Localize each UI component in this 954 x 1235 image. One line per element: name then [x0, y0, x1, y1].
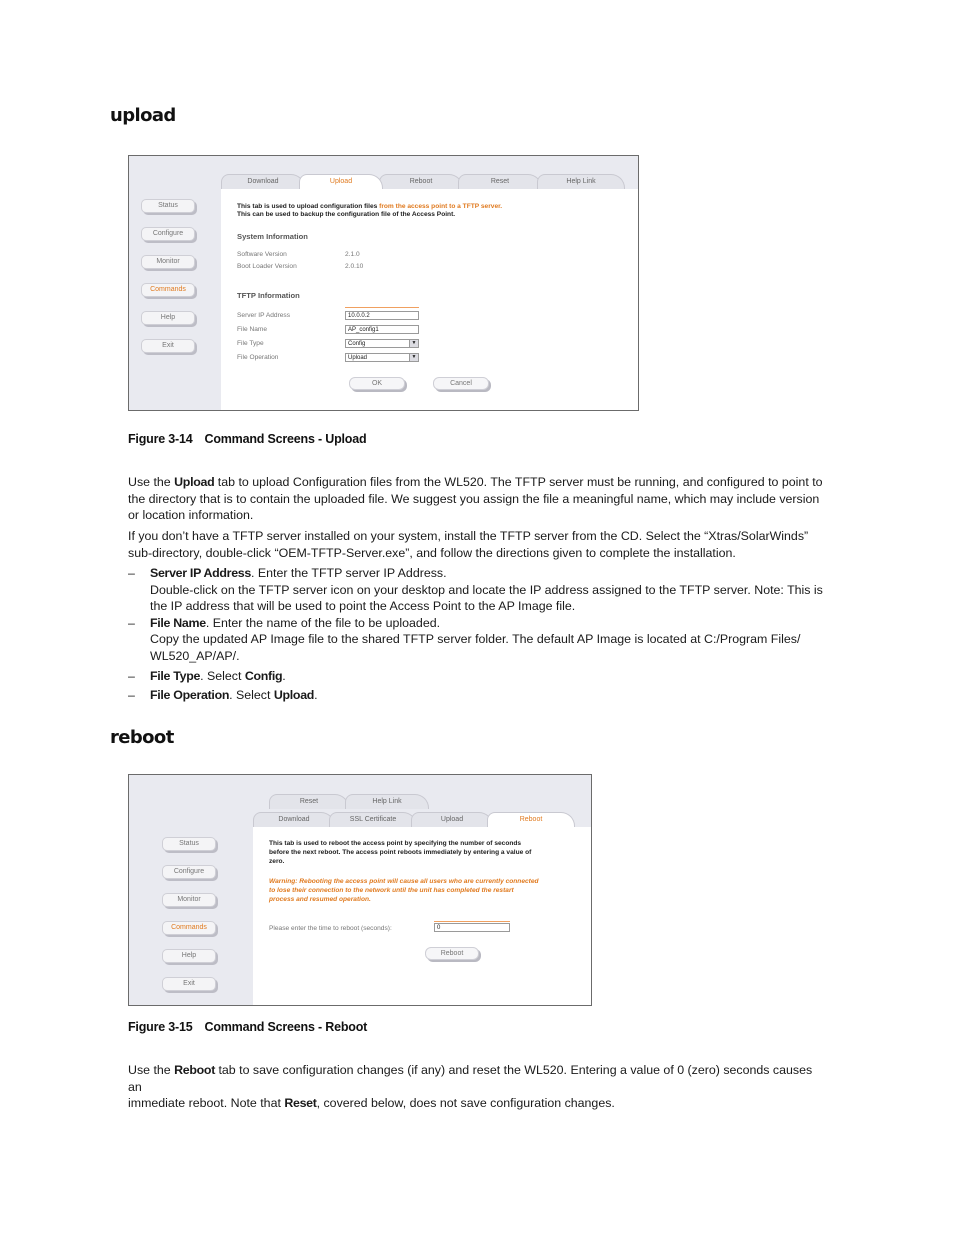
system-info-heading: System Information [237, 232, 308, 241]
ok-button[interactable]: OK [349, 377, 405, 390]
reboot-time-label: Please enter the time to reboot (seconds): [269, 925, 392, 932]
dropdown-arrow-icon: ▼ [409, 354, 418, 361]
sidebar-button-configure[interactable]: Configure [141, 227, 195, 241]
reboot-screenshot [128, 774, 592, 1006]
upload-paragraph-1: Use the Upload tab to upload Configuration files from the WL520. The TFTP server must be running, and configured to point to the directory that is to contain the uploaded file. We suggest you assign the file a meaningful name, which may include version or location information. [128, 475, 823, 523]
figure-caption-reboot: Figure 3-15 Command Screens - Reboot [128, 1020, 368, 1034]
section-heading-reboot: reboot [110, 727, 174, 748]
tab-upload[interactable]: Upload [299, 174, 383, 189]
reboot-intro-line2: before the next reboot. The access point reboots immediately by entering a value of [269, 849, 532, 856]
reboot-warning-line1: Warning: Rebooting the access point will cause all users who are currently connected [269, 878, 539, 885]
tab-upload[interactable]: Upload [411, 812, 493, 827]
tab-reboot[interactable]: Reboot [487, 812, 575, 827]
sidebar-button-commands[interactable]: Commands [162, 921, 216, 935]
file-operation-value: Upload [348, 355, 368, 361]
file-name-input[interactable]: AP_config1 [345, 325, 419, 334]
server-ip-input[interactable]: 10.0.0.2 [345, 311, 419, 320]
section-heading-upload: upload [110, 105, 176, 126]
sidebar-button-monitor[interactable]: Monitor [141, 255, 195, 269]
reboot-intro-line3: zero. [269, 858, 285, 865]
tftp-info-heading: TFTP Information [237, 291, 300, 300]
sidebar-button-status[interactable]: Status [141, 199, 195, 213]
upload-screenshot [128, 155, 639, 411]
reboot-intro-line1: This tab is used to reboot the access point by specifying the number of seconds [269, 840, 522, 847]
upload-paragraph-2: If you don’t have a TFTP server installed on your system, install the TFTP server from the CD. Select the “Xtras/SolarWinds” sub-directory, double-click “OEM-TFTP-Server.exe”, and follow the directions given to complete the installation. [128, 529, 809, 560]
tab-reset[interactable]: Reset [269, 794, 349, 809]
boot-loader-value: 2.0.10 [345, 263, 364, 270]
dropdown-arrow-icon: ▼ [409, 340, 418, 347]
divider [434, 921, 510, 922]
upload-content-panel [221, 189, 638, 410]
reboot-paragraph: Use the Reboot tab to save configuration changes (if any) and reset the WL520. Entering a value of 0 (zero) seconds causes an immediate reboot. Note that Reset, covered below, does not save configuration changes. [128, 1063, 813, 1111]
upload-bullet-list [128, 565, 828, 704]
file-type-value: Config [348, 341, 366, 347]
list-item: – File Name. Enter the name of the file to be uploaded. Copy the updated AP Image file to the shared TFTP server folder. The default AP Image is located at C:/Program Files/ WL520_AP/AP/. [128, 615, 801, 663]
boot-loader-label: Boot Loader Version [237, 263, 297, 270]
sidebar-button-help[interactable]: Help [162, 949, 216, 963]
software-version-value: 2.1.0 [345, 251, 360, 258]
tab-download[interactable]: Download [221, 174, 305, 189]
server-ip-label: Server IP Address [237, 312, 291, 319]
tab-reboot[interactable]: Reboot [379, 174, 463, 189]
file-type-select[interactable] [345, 339, 419, 348]
reboot-warning-line3: process and resumed operation. [269, 896, 371, 903]
upload-intro-line2: This can be used to backup the configuration file of the Access Point. [237, 211, 456, 218]
reboot-time-input[interactable]: 0 [434, 923, 510, 932]
reboot-warning-line2: to lose their connection to the network until the unit has completed the restart [269, 887, 514, 894]
divider [345, 307, 419, 308]
file-operation-select[interactable] [345, 353, 419, 362]
reboot-button[interactable]: Reboot [425, 947, 479, 960]
list-item: – File Type. Select Config. [128, 668, 286, 683]
sidebar-button-monitor[interactable]: Monitor [162, 893, 216, 907]
software-version-label: Software Version [237, 251, 287, 258]
upload-intro-line1: This tab is used to upload configuration files from the access point to a TFTP server. [237, 203, 503, 210]
reboot-content-panel [253, 827, 591, 1005]
sidebar-button-exit[interactable]: Exit [162, 977, 216, 991]
sidebar-button-configure[interactable]: Configure [162, 865, 216, 879]
sidebar-button-exit[interactable]: Exit [141, 339, 195, 353]
tab-help-link[interactable]: Help Link [537, 174, 625, 189]
cancel-button[interactable]: Cancel [433, 377, 489, 390]
figure-caption-upload: Figure 3-14 Command Screens - Upload [128, 432, 367, 446]
list-item: – Server IP Address. Enter the TFTP server IP Address. Double-click on the TFTP server icon on your desktop and locate the IP address assigned to the TFTP server. Note: This is the IP address that will be used to point the Access Point to the AP Image file. [128, 566, 823, 614]
sidebar-button-commands[interactable]: Commands [141, 283, 195, 297]
file-name-label: File Name [237, 326, 268, 333]
tab-ssl-certificate[interactable]: SSL Certificate [329, 812, 417, 827]
file-operation-label: File Operation [237, 354, 279, 361]
tab-help-link[interactable]: Help Link [345, 794, 429, 809]
tab-download[interactable]: Download [253, 812, 335, 827]
list-item: – File Operation. Select Upload. [128, 688, 318, 703]
sidebar-button-status[interactable]: Status [162, 837, 216, 851]
file-type-label: File Type [237, 340, 264, 347]
tab-reset[interactable]: Reset [458, 174, 542, 189]
sidebar-button-help[interactable]: Help [141, 311, 195, 325]
